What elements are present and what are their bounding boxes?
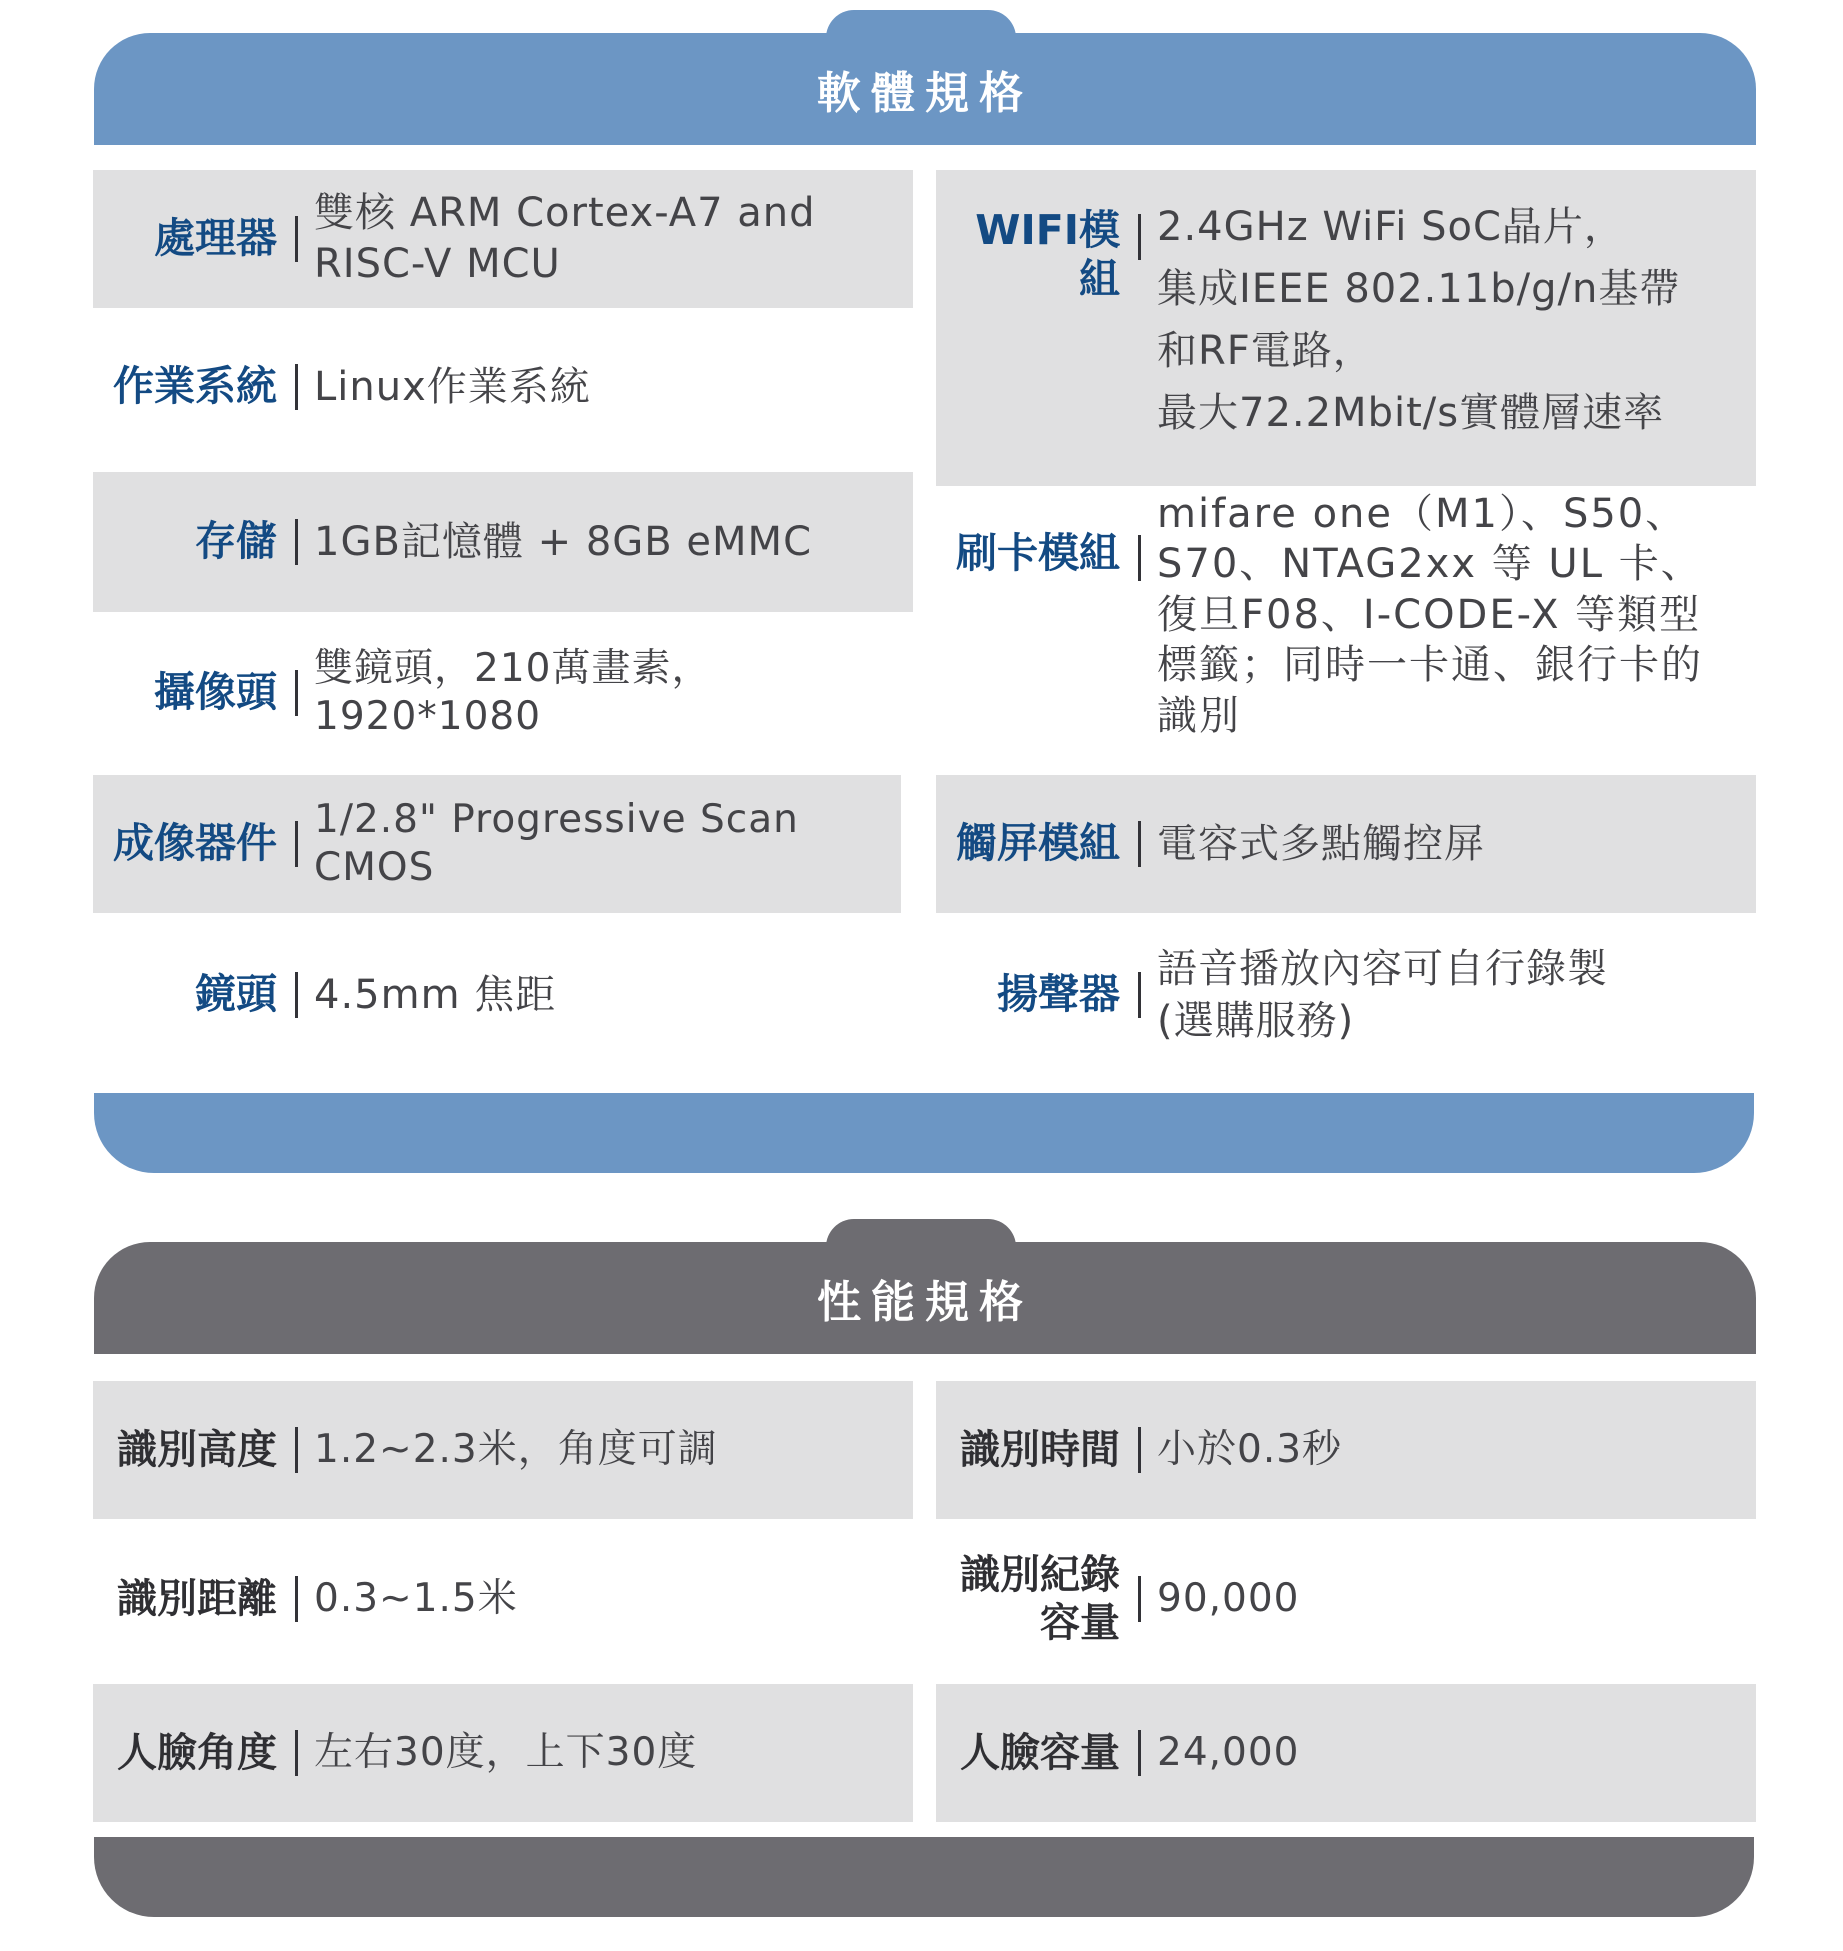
spec-row-touchscreen <box>936 775 1756 913</box>
perf-row-recognition-height <box>93 1381 913 1519</box>
spec-value: 24,000 <box>1157 1730 1300 1776</box>
software-footer-bar <box>94 1093 1754 1173</box>
spec-row-image-sensor <box>93 775 901 913</box>
separator <box>1138 1730 1141 1776</box>
spec-row-camera <box>93 626 913 760</box>
separator <box>295 1427 298 1473</box>
perf-row-recognition-time <box>936 1381 1756 1519</box>
performance-title: 性能規格 <box>817 1277 1033 1328</box>
separator <box>1138 821 1141 867</box>
spec-row-lens <box>93 928 901 1062</box>
spec-value: 電容式多點觸控屏 <box>1157 820 1485 867</box>
spec-row-processor <box>93 170 913 308</box>
spec-label: 成像器件 <box>113 819 277 868</box>
separator <box>1138 535 1141 581</box>
spec-label: 識別高度 <box>117 1427 277 1473</box>
spec-label: 人臉角度 <box>117 1730 277 1776</box>
spec-value: 雙鏡頭，210萬畫素，1920*1080 <box>314 646 712 739</box>
spec-value: 1.2~2.3米，角度可調 <box>314 1427 718 1473</box>
spec-row-os <box>93 322 913 452</box>
separator <box>295 519 298 565</box>
separator <box>1138 214 1141 260</box>
spec-value: 雙核 ARM Cortex-A7 and RISC-V MCU <box>314 189 816 287</box>
performance-footer-bar <box>94 1837 1754 1917</box>
spec-label: 觸屏模組 <box>956 819 1120 868</box>
spec-value: mifare one（M1）、S50、 S70、NTAG2xx 等 UL 卡、 復旦F08、I-CODE-X 等類型 標籤；同時一卡通、銀行卡的 識別 <box>1157 491 1703 739</box>
spec-value: Linux作業系統 <box>314 363 591 410</box>
perf-row-record-capacity <box>936 1530 1756 1668</box>
spec-label: 作業系統 <box>113 362 277 411</box>
separator <box>1138 972 1141 1018</box>
spec-label: WIFI模組 <box>975 206 1120 304</box>
spec-row-wifi <box>936 170 1756 486</box>
spec-row-storage <box>93 472 913 612</box>
software-title: 軟體規格 <box>817 68 1033 119</box>
perf-row-face-capacity <box>936 1684 1756 1822</box>
performance-header <box>94 1242 1756 1354</box>
spec-value: 語音播放內容可自行錄製 (選購服務) <box>1157 946 1608 1044</box>
separator <box>295 670 298 716</box>
spec-value: 90,000 <box>1157 1576 1300 1622</box>
separator <box>295 972 298 1018</box>
separator <box>295 364 298 410</box>
spec-label: 識別紀錄 容量 <box>960 1552 1120 1646</box>
spec-row-card-reader <box>936 475 1756 774</box>
separator <box>295 821 298 867</box>
perf-row-face-angle <box>93 1684 913 1822</box>
spec-label: 處理器 <box>154 214 277 263</box>
separator <box>295 216 298 262</box>
spec-label: 存儲 <box>195 517 277 566</box>
software-header <box>94 33 1756 145</box>
spec-label: 識別距離 <box>117 1576 277 1622</box>
spec-label: 刷卡模組 <box>956 529 1120 577</box>
spec-label: 揚聲器 <box>997 970 1120 1019</box>
spec-value: 4.5mm 焦距 <box>314 971 557 1018</box>
separator <box>1138 1576 1141 1622</box>
spec-value: 小於0.3秒 <box>1157 1427 1343 1473</box>
spec-value: 1GB記憶體 + 8GB eMMC <box>314 518 812 565</box>
spec-row-speaker <box>936 928 1756 1062</box>
spec-value: 0.3~1.5米 <box>314 1576 518 1622</box>
separator <box>1138 1427 1141 1473</box>
spec-value: 左右30度，上下30度 <box>314 1730 698 1776</box>
perf-row-recognition-distance <box>93 1530 913 1668</box>
spec-label: 攝像頭 <box>154 668 277 717</box>
spec-label: 鏡頭 <box>195 970 277 1019</box>
separator <box>295 1576 298 1622</box>
spec-label: 人臉容量 <box>960 1730 1120 1776</box>
spec-value: 2.4GHz WiFi SoC晶片， 集成IEEE 802.11b/g/n基帶 和RF電路， 最大72.2Mbit/s實體層速率 <box>1157 204 1681 436</box>
spec-label: 識別時間 <box>960 1427 1120 1473</box>
separator <box>295 1730 298 1776</box>
spec-value: 1/2.8" Progressive Scan CMOS <box>314 797 799 890</box>
